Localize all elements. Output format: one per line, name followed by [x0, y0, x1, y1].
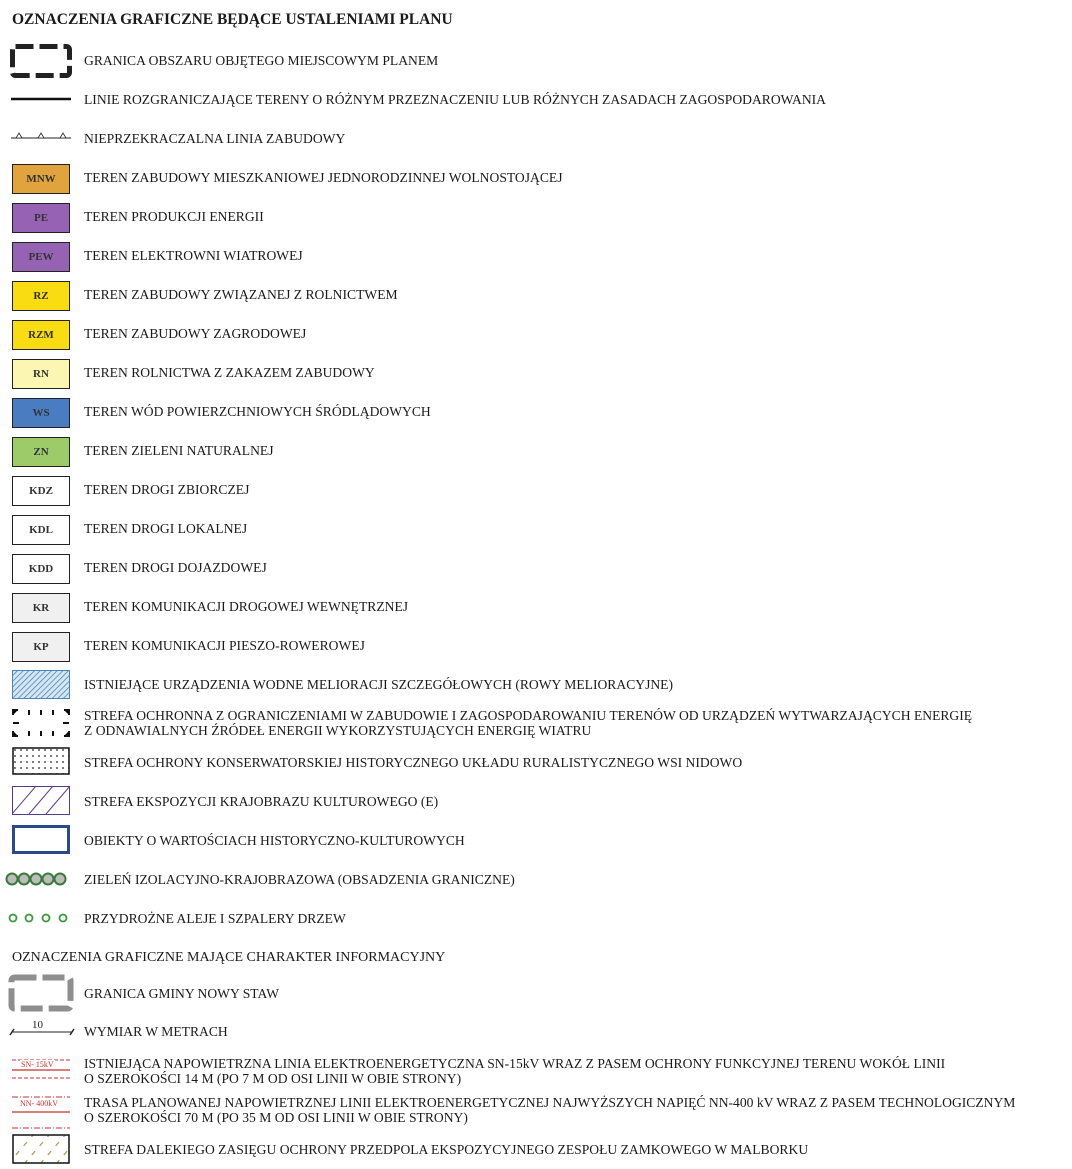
zone-code: KR: [32, 602, 50, 614]
legend-label: STREFA EKSPOZYCJI KRAJOBRAZU KULTUROWEGO (E): [84, 794, 439, 809]
isolation-greenery-icon: [4, 871, 68, 887]
legend-label: TEREN KOMUNIKACJI PIESZO-ROWEROWEJ: [84, 638, 365, 653]
zone-box-kdd: [12, 554, 70, 584]
sn-line-tag: SN- 15kV: [21, 1060, 54, 1069]
tree-alley-icon: [6, 911, 70, 925]
legend-label: TEREN PRODUKCJI ENERGII: [84, 209, 264, 224]
nn-line-tag: NN- 400kV: [20, 1099, 58, 1108]
zone-code: RN: [33, 368, 49, 380]
heritage-object-icon: [12, 825, 70, 854]
legend-label: STREFA DALEKIEGO ZASIĘGU OCHRONY PRZEDPOLA EKSPOZYCYJNEGO ZESPOŁU ZAMKOWEGO W MALBORKU: [84, 1142, 809, 1157]
legend-label: TEREN DROGI DOJAZDOWEJ: [84, 560, 267, 575]
zone-box-pe: [12, 203, 70, 233]
zone-code: WS: [32, 407, 50, 419]
legend-label: TEREN WÓD POWIERZCHNIOWYCH ŚRÓDLĄDOWYCH: [84, 404, 431, 419]
legend-label: ZIELEŃ IZOLACYJNO-KRAJOBRAZOWA (OBSADZENIA GRANICZNE): [84, 872, 515, 887]
zone-code: ZN: [33, 446, 49, 458]
zone-code: KDD: [28, 563, 54, 575]
legend-label: TEREN ZABUDOWY MIESZKANIOWEJ JEDNORODZINNEJ WOLNOSTOJĄCEJ: [84, 170, 563, 185]
legend-label: TEREN ELEKTROWNI WIATROWEJ: [84, 248, 303, 263]
zone-code: PE: [33, 212, 49, 224]
legend-label: TEREN ROLNICTWA Z ZAKAZEM ZABUDOWY: [84, 365, 375, 380]
zone-code: KDL: [29, 524, 53, 536]
zone-box-kr: [12, 593, 70, 623]
zone-code: KP: [33, 641, 49, 653]
legend-label: TEREN ZIELENI NATURALNEJ: [84, 443, 274, 458]
drainage-hatch-icon: [12, 670, 70, 699]
legend-label: PRZYDROŻNE ALEJE I SZPALERY DRZEW: [84, 911, 346, 926]
building-line-icon: [10, 130, 72, 142]
zone-box-pew: [12, 242, 70, 272]
legend-label: ISTNIEJĄCA NAPOWIETRZNA LINIA ELEKTROENERGETYCZNA SN-15kV WRAZ Z PASEM OCHRONY FUNKCYJNEJ TERENU WOKÓŁ LINII: [84, 1056, 946, 1071]
malbork-protection-zone-icon: [12, 1134, 70, 1164]
legend-label: GRANICA GMINY NOWY STAW: [84, 986, 280, 1001]
zone-box-mnw: [12, 164, 70, 194]
legend-label: LINIE ROZGRANICZAJĄCE TERENY O RÓŻNYM PRZEZNACZENIU LUB RÓŻNYCH ZASADACH ZAGOSPODAROWANIA: [84, 92, 826, 107]
legend-label: TEREN DROGI ZBIORCZEJ: [84, 482, 250, 497]
zone-box-zn: [12, 437, 70, 467]
legend-label: TRASA PLANOWANEJ NAPOWIETRZNEJ LINII ELEKTROENERGETYCZNEJ NAJWYŻSZYCH NAPIĘĆ NN-400 kV WRAZ Z PASEM TECHNOLOGICZNYM: [84, 1095, 1016, 1110]
zone-box-rz: [12, 281, 70, 311]
zone-code: PEW: [28, 251, 54, 263]
zone-code: RZ: [33, 290, 49, 302]
legend-label: ISTNIEJĄCE URZĄDZENIA WODNE MELIORACJI SZCZEGÓŁOWYCH (ROWY MELIORACYJNE): [84, 677, 674, 692]
wind-protection-zone-icon: [12, 709, 70, 737]
landscape-exposure-icon: [12, 786, 70, 815]
zone-box-rn: [12, 359, 70, 389]
boundary-line-icon: [10, 96, 72, 102]
zone-box-kdz: [12, 476, 70, 506]
legend-label-continued: O SZEROKOŚCI 14 M (PO 7 M OD OSI LINII W OBIE STRONY): [84, 1071, 462, 1086]
legend-label: TEREN ZABUDOWY ZAGRODOWEJ: [84, 326, 307, 341]
zone-box-kdl: [12, 515, 70, 545]
legend-label: TEREN DROGI LOKALNEJ: [84, 521, 248, 536]
zone-box-kp: [12, 632, 70, 662]
legend-label: TEREN ZABUDOWY ZWIĄZANEJ Z ROLNICTWEM: [84, 287, 398, 302]
plan-boundary-icon: [10, 44, 72, 78]
legend-label: WYMIAR W METRACH: [84, 1024, 228, 1039]
section-title-plan: OZNACZENIA GRAFICZNE BĘDĄCE USTALENIAMI PLANU: [12, 11, 453, 28]
conservation-zone-icon: [12, 747, 70, 775]
legend-label: STREFA OCHRONNA Z OGRANICZENIAMI W ZABUDOWIE I ZAGOSPODAROWANIU TERENÓW OD URZĄDZEŃ WYTWARZAJĄCYCH ENERGIĘ: [84, 708, 973, 723]
zone-code: KDZ: [29, 485, 53, 497]
legend-label: TEREN KOMUNIKACJI DROGOWEJ WEWNĘTRZNEJ: [84, 599, 409, 614]
zone-box-ws: [12, 398, 70, 428]
dimension-value: 10: [32, 1019, 43, 1031]
zone-box-rzm: [12, 320, 70, 350]
zone-code: RZM: [28, 329, 54, 341]
legend-label: STREFA OCHRONY KONSERWATORSKIEJ HISTORYCZNEGO UKŁADU RURALISTYCZNEGO WSI NIDOWO: [84, 755, 743, 770]
legend-label: GRANICA OBSZARU OBJĘTEGO MIEJSCOWYM PLANEM: [84, 53, 439, 68]
legend-label-continued: O SZEROKOŚCI 70 M (PO 35 M OD OSI LINII W OBIE STRONY): [84, 1110, 468, 1125]
legend-label: OBIEKTY O WARTOŚCIACH HISTORYCZNO-KULTUROWYCH: [84, 833, 465, 848]
legend-label: NIEPRZEKRACZALNA LINIA ZABUDOWY: [84, 131, 346, 146]
zone-code: MNW: [26, 173, 56, 185]
legend-label-continued: Z ODNAWIALNYCH ŹRÓDEŁ ENERGII WYKORZYSTUJĄCYCH ENERGIĘ WIATRU: [84, 723, 592, 738]
section-title-informational: OZNACZENIA GRAFICZNE MAJĄCE CHARAKTER INFORMACYJNY: [12, 950, 446, 965]
municipality-boundary-icon: [8, 974, 74, 1012]
